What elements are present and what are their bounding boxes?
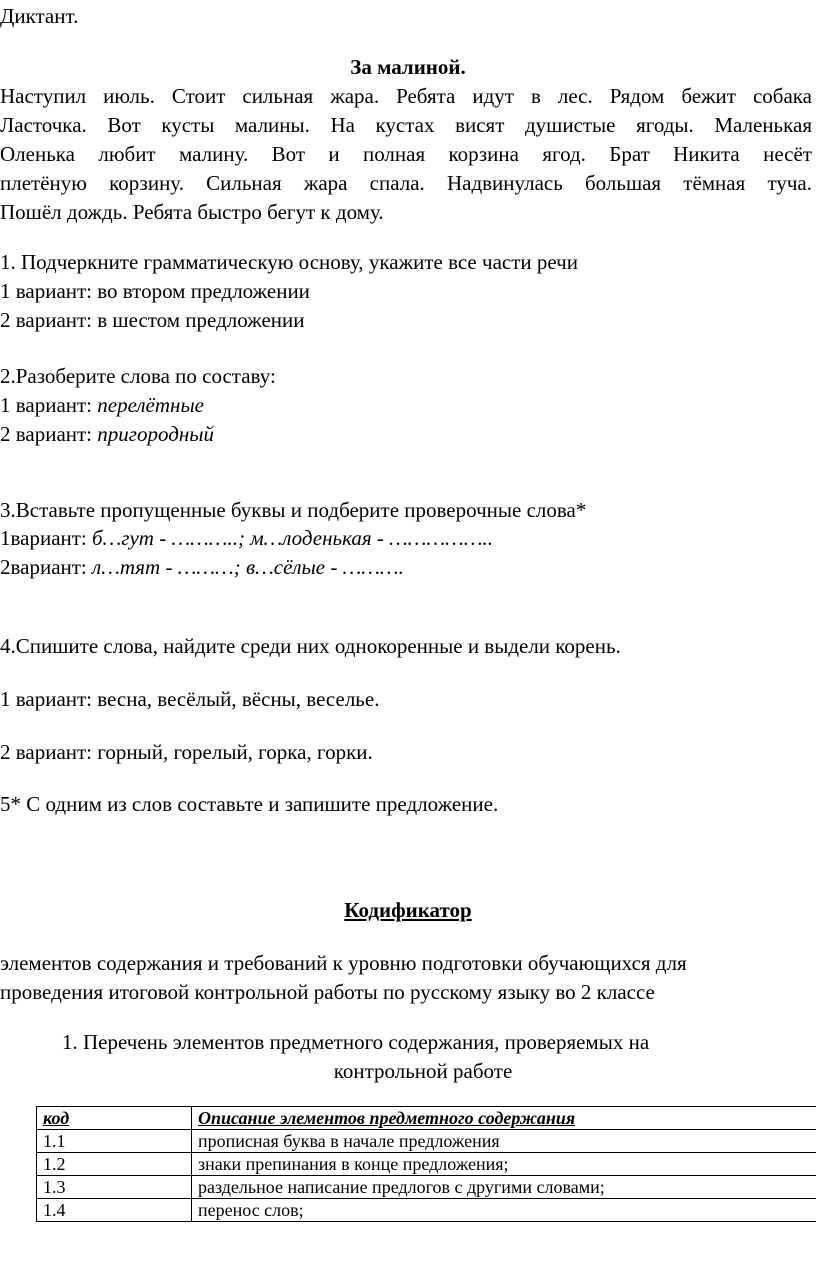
task3-variant2-words: л…тят - ………; в…сёлые - ………. [92, 555, 404, 579]
task1-text: 1. Подчеркните грамматическую основу, укажите все части речи [0, 250, 578, 274]
task3-variant2-label: 2вариант: [0, 555, 93, 579]
task2-variant2-label: 2 вариант: [0, 422, 98, 446]
task3-text: 3.Вставьте пропущенные буквы и подберите проверочные слова* [0, 498, 587, 522]
codifier-subtitle-line: проведения итоговой контрольной работы по русскому языку во 2 классе [0, 980, 655, 1004]
table-header-code: код [37, 1107, 192, 1130]
codifier-subtitle-line: элементов содержания и требований к уровню подготовки обучающихся для [0, 951, 687, 975]
dictation-line: плетёную корзину. Сильная жара спала. Надвинулась большая тёмная туча. [0, 171, 812, 195]
document-heading: Диктант. [0, 4, 79, 28]
content-elements-table [36, 1106, 816, 1222]
table-cell-description: прописная буква в начале предложения [192, 1130, 816, 1153]
codifier-title: Кодификатор [344, 898, 472, 922]
table-cell-description: раздельное написание предлогов с другими словами; [192, 1176, 816, 1199]
task2-variant1-label: 1 вариант: [0, 393, 98, 417]
table-row [37, 1176, 816, 1199]
dictation-line: Пошёл дождь. Ребята быстро бегут к дому. [0, 200, 384, 224]
task1-variant2: 2 вариант: в шестом предложении [0, 308, 305, 332]
table-row [37, 1130, 816, 1153]
table-row [37, 1153, 816, 1176]
task4-text: 4.Спишите слова, найдите среди них однокоренные и выдели корень. [0, 634, 621, 658]
task2-text: 2.Разоберите слова по составу: [0, 364, 276, 388]
table-cell-code: 1.3 [37, 1176, 192, 1199]
table-header-row [37, 1107, 816, 1130]
table-cell-code: 1.2 [37, 1153, 192, 1176]
task2-variant2 [0, 420, 214, 449]
task2-variant1-word: перелётные [97, 393, 205, 417]
task2-variant2-word: пригородный [97, 422, 214, 446]
table-cell-code: 1.4 [37, 1199, 192, 1222]
task4-variant2: 2 вариант: горный, горелый, горка, горки. [0, 740, 373, 764]
task3-variant1-label: 1вариант: [0, 526, 93, 550]
dictation-line: Ласточка. Вот кусты малины. На кустах висят душистые ягоды. Маленькая [0, 113, 812, 137]
table-cell-code: 1.1 [37, 1130, 192, 1153]
task3-variant2 [0, 553, 404, 582]
task1-variant1: 1 вариант: во втором предложении [0, 279, 310, 303]
codifier-section-heading-cont: контрольной работе [333, 1059, 513, 1083]
table-cell-description: перенос слов; [192, 1199, 816, 1222]
dictation-line: Оленька любит малину. Вот и полная корзина ягод. Брат Никита несёт [0, 142, 812, 166]
table-cell-description: знаки препинания в конце предложения; [192, 1153, 816, 1176]
table-header-description: Описание элементов предметного содержания [192, 1107, 816, 1130]
task4-variant1: 1 вариант: весна, весёлый, вёсны, веселье. [0, 687, 380, 711]
task5-text: 5* С одним из слов составьте и запишите предложение. [0, 792, 499, 816]
task3-variant1-words: б…гут - ………..; м…лоденькая - …………….. [92, 526, 493, 550]
codifier-section-heading: 1. Перечень элементов предметного содержания, проверяемых на [62, 1030, 650, 1054]
dictation-title: За малиной. [350, 55, 466, 79]
task2-variant1 [0, 391, 204, 420]
table-row [37, 1199, 816, 1222]
dictation-line: Наступил июль. Стоит сильная жара. Ребята идут в лес. Рядом бежит собака [0, 84, 812, 108]
task3-variant1 [0, 524, 493, 553]
